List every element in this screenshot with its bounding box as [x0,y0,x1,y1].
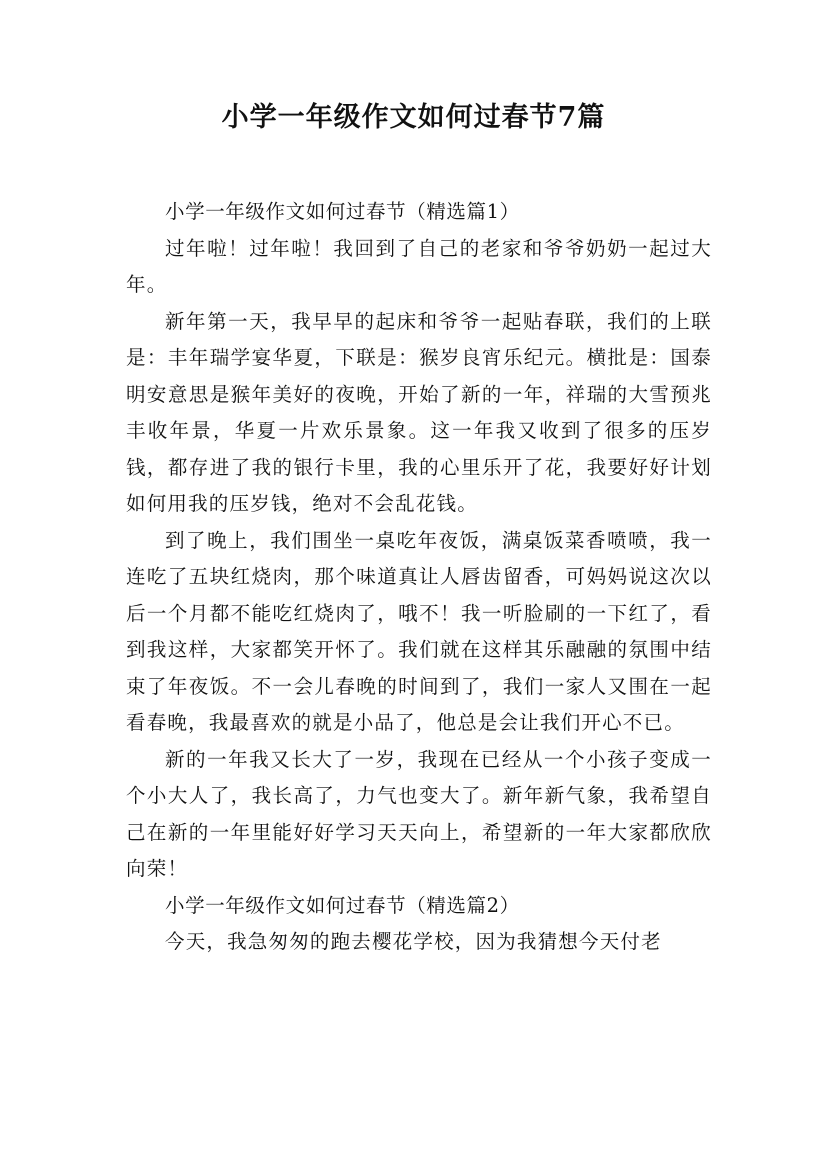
paragraph: 今天，我急匆匆的跑去樱花学校，因为我猜想今天付老 [165,930,662,953]
section-heading: 小学一年级作文如何过春节（精选篇2） [165,893,520,917]
paragraph: 到了晚上，我们围坐一桌吃年夜饭，满桌饭菜香喷喷，我一连吃了五块红烧肉，那个味道真让人唇齿留香，可妈妈说这次以后一个月都不能吃红烧肉了，哦不！我一听脸刷的一下红了，看到我这样，大家都笑开怀了。我们就在这样其乐融融的氛围中结束了年夜饭。不一会儿春晚的时间到了，我们一家人又围在一起看春晚，我最喜欢的就是小品了，他总是会让我们开心不已。 [126,528,712,734]
paragraph: 过年啦！过年啦！我回到了自己的老家和爷爷奶奶一起过大年。 [126,236,712,296]
paragraph: 新年第一天，我早早的起床和爷爷一起贴春联，我们的上联是：丰年瑞学宴华夏，下联是：猴岁良宵乐纪元。横批是：国泰明安意思是猴年美好的夜晚，开始了新的一年，祥瑞的大雪预兆丰收年景，华夏一片欢乐景象。这一年我又收到了很多的压岁钱，都存进了我的银行卡里，我的心里乐开了花，我要好好计划如何用我的压岁钱，绝对不会乱花钱。 [126,309,712,515]
paragraph: 新的一年我又长大了一岁，我现在已经从一个小孩子变成一个小大人了，我长高了，力气也变大了。新年新气象，我希望自己在新的一年里能好好学习天天向上，希望新的一年大家都欣欣向荣！ [126,747,712,880]
section-heading: 小学一年级作文如何过春节（精选篇1） [165,200,520,223]
document-body [126,194,712,961]
document-title: 小学一年级作文如何过春节7篇 [221,102,606,133]
